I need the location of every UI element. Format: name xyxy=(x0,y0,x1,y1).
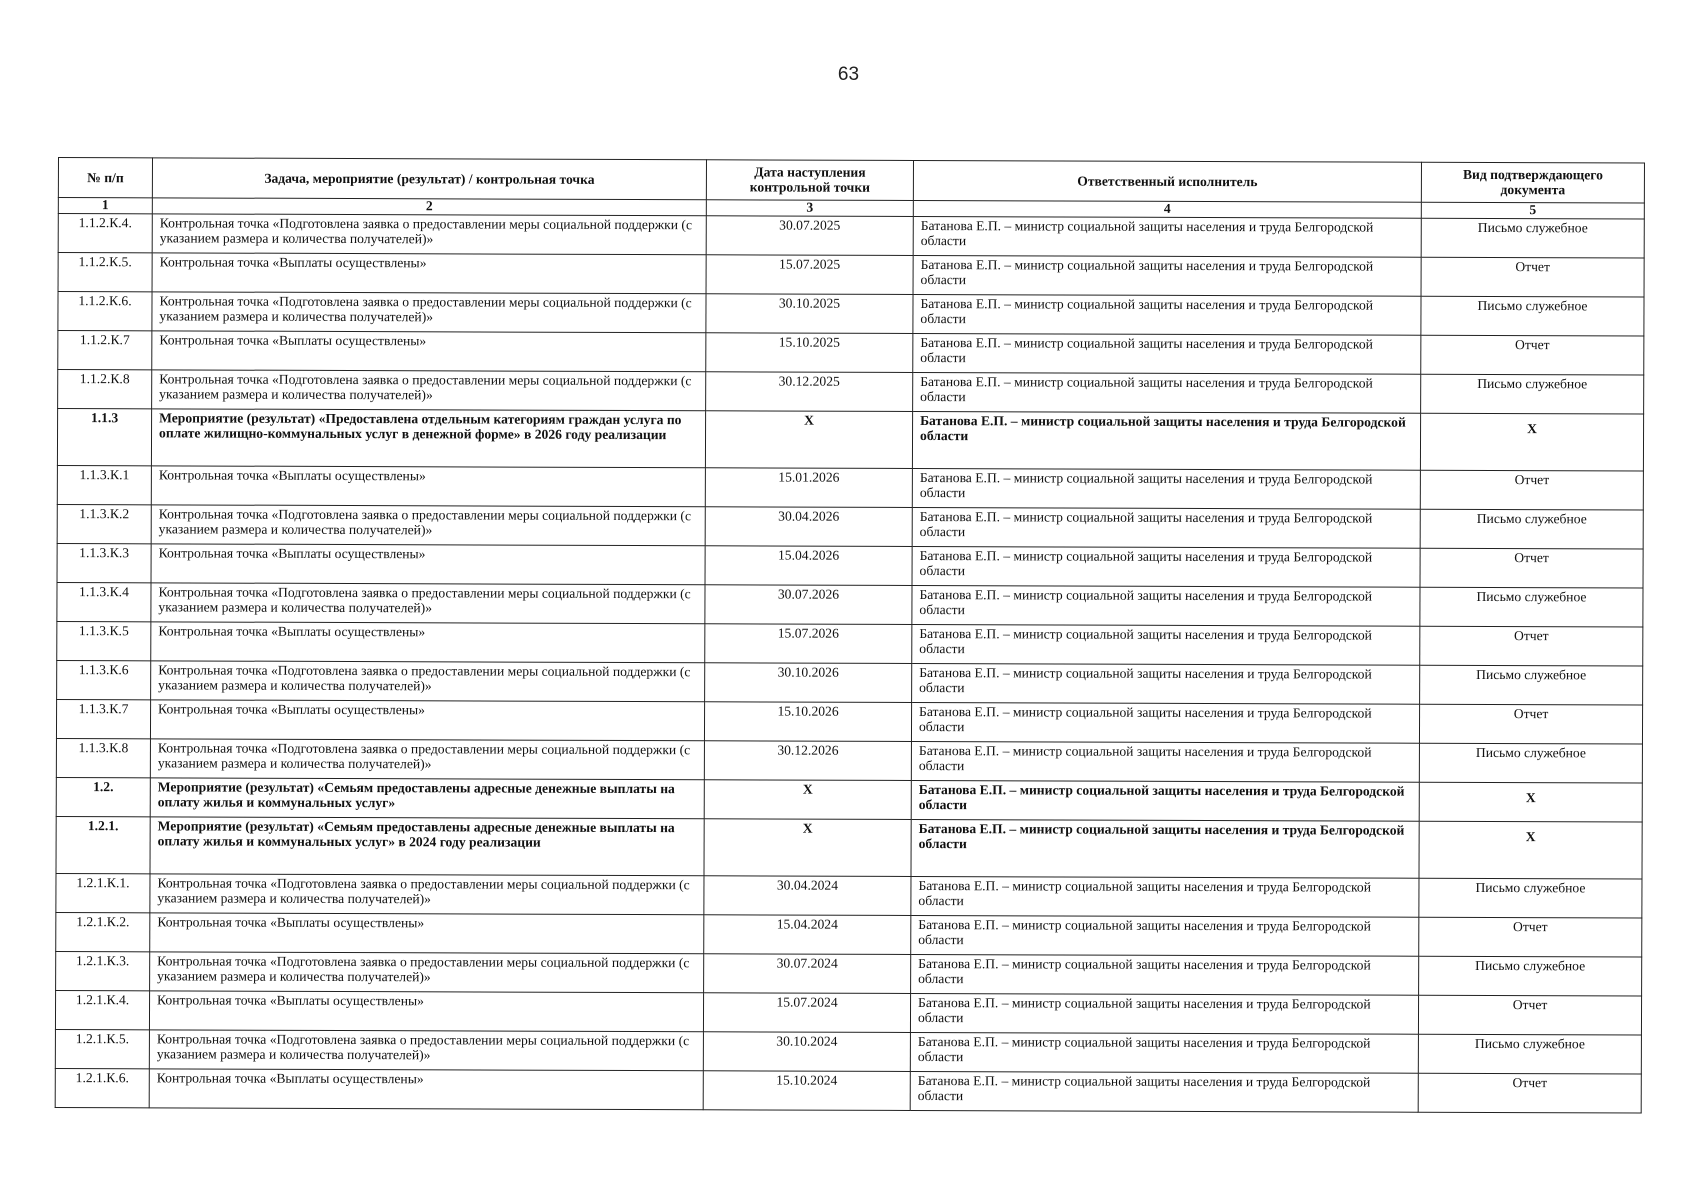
row-date: 30.12.2026 xyxy=(704,741,911,781)
row-document: Письмо служебное xyxy=(1419,878,1642,918)
row-task: Контрольная точка «Выплаты осуществлены» xyxy=(150,913,704,954)
row-responsible: Батанова Е.П. – министр социальной защиты населения и труда Белгородской области xyxy=(913,216,1421,257)
row-number: 1.2.1.К.1. xyxy=(56,874,150,913)
table-row xyxy=(55,991,1641,1035)
row-number: 1.1.2.К.7 xyxy=(58,330,152,369)
row-task: Контрольная точка «Подготовлена заявка о предоставлении меры социальной поддержки (с указанием размера и количества получателей)» xyxy=(150,739,704,780)
row-number: 1.2.1.К.3. xyxy=(56,952,150,991)
row-responsible: Батанова Е.П. – министр социальной защиты населения и труда Белгородской области xyxy=(912,586,1420,627)
row-number: 1.1.3.К.7 xyxy=(56,699,150,738)
row-document: Отчет xyxy=(1420,548,1643,588)
row-number: 1.1.3.К.2 xyxy=(57,505,151,544)
table-row xyxy=(56,738,1642,782)
row-date: 30.07.2024 xyxy=(704,954,911,994)
row-document: Письмо служебное xyxy=(1419,743,1642,783)
row-responsible: Батанова Е.П. – министр социальной защиты населения и труда Белгородской области xyxy=(911,780,1419,821)
table-row xyxy=(57,466,1643,510)
row-responsible: Батанова Е.П. – министр социальной защиты населения и труда Белгородской области xyxy=(910,993,1418,1034)
row-task: Контрольная точка «Подготовлена заявка о предоставлении меры социальной поддержки (с указанием размера и количества получателей)» xyxy=(151,661,705,702)
column-number: 5 xyxy=(1421,202,1644,219)
row-responsible: Батанова Е.П. – министр социальной защиты населения и труда Белгородской области xyxy=(913,255,1421,296)
row-responsible: Батанова Е.П. – министр социальной защиты населения и труда Белгородской области xyxy=(910,1032,1418,1073)
row-number: 1.1.2.К.4. xyxy=(58,214,152,253)
row-responsible: Батанова Е.П. – министр социальной защиты населения и труда Белгородской области xyxy=(911,741,1419,782)
row-responsible: Батанова Е.П. – министр социальной защиты населения и труда Белгородской области xyxy=(911,916,1419,957)
row-date: 30.07.2025 xyxy=(706,216,913,256)
column-number: 3 xyxy=(706,200,913,217)
row-document: Письмо служебное xyxy=(1421,374,1644,414)
row-date: 15.07.2025 xyxy=(706,255,913,295)
row-responsible: Батанова Е.П. – министр социальной защиты населения и труда Белгородской области xyxy=(913,372,1421,413)
page-number: 63 xyxy=(837,64,860,85)
table-row xyxy=(58,369,1644,413)
row-date: 30.04.2024 xyxy=(704,876,911,916)
table-row xyxy=(56,816,1642,879)
header-document: Вид подтверждающего документа xyxy=(1421,162,1644,203)
row-task: Мероприятие (результат) «Семьям предоставлены адресные денежные выплаты на оплату жилья и коммунальных услуг» в 2024 году реализации xyxy=(150,817,704,876)
row-task: Контрольная точка «Выплаты осуществлены» xyxy=(152,331,706,372)
row-task: Контрольная точка «Подготовлена заявка о предоставлении меры социальной поддержки (с указанием размера и количества получателей)» xyxy=(152,214,706,255)
row-document: Отчет xyxy=(1421,335,1644,375)
column-number: 1 xyxy=(58,198,152,214)
row-date: 15.04.2024 xyxy=(704,915,911,955)
row-date: 15.10.2025 xyxy=(706,333,913,373)
row-date: 30.07.2026 xyxy=(705,585,912,625)
row-date: 30.12.2025 xyxy=(706,372,913,412)
row-date: 15.01.2026 xyxy=(705,468,912,508)
row-date: 15.07.2026 xyxy=(705,624,912,664)
row-number: 1.2.1.К.6. xyxy=(55,1068,149,1107)
row-task: Контрольная точка «Выплаты осуществлены» xyxy=(150,700,704,741)
row-date: 30.10.2025 xyxy=(706,294,913,334)
row-task: Контрольная точка «Выплаты осуществлены» xyxy=(152,253,706,294)
row-responsible: Батанова Е.П. – министр социальной защиты населения и труда Белгородской области xyxy=(912,624,1420,665)
row-document: Письмо служебное xyxy=(1420,665,1643,705)
row-task: Контрольная точка «Подготовлена заявка о предоставлении меры социальной поддержки (с указанием размера и количества получателей)» xyxy=(151,583,705,624)
row-responsible: Батанова Е.П. – министр социальной защиты населения и труда Белгородской области xyxy=(911,702,1419,743)
row-number: 1.1.3.К.8 xyxy=(56,738,150,777)
row-number: 1.2.1. xyxy=(56,816,150,874)
row-number: 1.1.3.К.6 xyxy=(57,660,151,699)
row-document: Х xyxy=(1419,821,1642,879)
row-date: 30.10.2024 xyxy=(703,1032,910,1072)
row-number: 1.1.3 xyxy=(57,408,151,466)
row-task: Контрольная точка «Подготовлена заявка о предоставлении меры социальной поддержки (с указанием размера и количества получателей)» xyxy=(150,874,704,915)
table-row xyxy=(56,874,1642,918)
row-document: Отчет xyxy=(1420,626,1643,666)
row-responsible: Батанова Е.П. – министр социальной защиты населения и труда Белгородской области xyxy=(911,955,1419,996)
row-responsible: Батанова Е.П. – министр социальной защиты населения и труда Белгородской области xyxy=(912,663,1420,704)
row-responsible: Батанова Е.П. – министр социальной защиты населения и труда Белгородской области xyxy=(912,411,1420,470)
row-responsible: Батанова Е.П. – министр социальной защиты населения и труда Белгородской области xyxy=(912,508,1420,549)
row-date: Х xyxy=(705,411,912,469)
header-responsible: Ответственный исполнитель xyxy=(913,160,1421,202)
row-date: 30.04.2026 xyxy=(705,507,912,547)
row-task: Контрольная точка «Подготовлена заявка о предоставлении меры социальной поддержки (с указанием размера и количества получателей)» xyxy=(149,1030,703,1071)
row-task: Контрольная точка «Выплаты осуществлены» xyxy=(149,1069,703,1110)
table-row xyxy=(58,330,1644,374)
column-number: 4 xyxy=(913,200,1421,218)
row-document: Письмо служебное xyxy=(1420,587,1643,627)
row-document: Письмо служебное xyxy=(1418,1034,1641,1074)
row-date: Х xyxy=(704,780,911,820)
header-task: Задача, мероприятие (результат) / контрольная точка xyxy=(152,158,706,200)
table-row xyxy=(56,777,1642,821)
table-row xyxy=(57,660,1643,704)
row-responsible: Батанова Е.П. – министр социальной защиты населения и труда Белгородской области xyxy=(913,333,1421,374)
row-document: Отчет xyxy=(1420,470,1643,510)
column-number: 2 xyxy=(152,198,706,216)
row-document: Письмо служебное xyxy=(1419,956,1642,996)
row-document: Отчет xyxy=(1421,257,1644,297)
table-row xyxy=(57,621,1643,665)
row-number: 1.1.2.К.8 xyxy=(58,369,152,408)
row-document: Отчет xyxy=(1418,1073,1641,1113)
row-number: 1.1.2.К.6. xyxy=(58,291,152,330)
row-number: 1.2.1.К.4. xyxy=(55,991,149,1030)
row-task: Контрольная точка «Подготовлена заявка о предоставлении меры социальной поддержки (с указанием размера и количества получателей)» xyxy=(152,292,706,333)
table-row xyxy=(57,505,1643,549)
row-number: 1.1.2.К.5. xyxy=(58,252,152,291)
row-task: Контрольная точка «Подготовлена заявка о предоставлении меры социальной поддержки (с указанием размера и количества получателей)» xyxy=(151,505,705,546)
table-header-row xyxy=(58,158,1644,204)
row-document: Х xyxy=(1420,413,1643,471)
header-date: Дата наступления контрольной точки xyxy=(706,160,913,201)
table-row xyxy=(55,1029,1641,1073)
row-document: Отчет xyxy=(1418,995,1641,1035)
row-number: 1.2.1.К.5. xyxy=(55,1029,149,1068)
row-date: 15.04.2026 xyxy=(705,546,912,586)
row-task: Контрольная точка «Выплаты осуществлены» xyxy=(149,991,703,1032)
row-document: Письмо служебное xyxy=(1420,509,1643,549)
row-task: Контрольная точка «Подготовлена заявка о предоставлении меры социальной поддержки (с указанием размера и количества получателей)» xyxy=(152,370,706,411)
row-responsible: Батанова Е.П. – министр социальной защиты населения и труда Белгородской области xyxy=(911,819,1419,878)
row-task: Мероприятие (результат) «Семьям предоставлены адресные денежные выплаты на оплату жилья и коммунальных услуг» xyxy=(150,778,704,819)
row-task: Контрольная точка «Выплаты осуществлены» xyxy=(151,544,705,585)
row-document: Отчет xyxy=(1419,917,1642,957)
row-number: 1.2.1.К.2. xyxy=(56,913,150,952)
row-number: 1.1.3.К.4 xyxy=(57,583,151,622)
row-task: Контрольная точка «Подготовлена заявка о предоставлении меры социальной поддержки (с указанием размера и количества получателей)» xyxy=(150,952,704,993)
table-row xyxy=(58,214,1644,258)
control-points-table xyxy=(55,157,1645,1114)
row-date: 30.10.2026 xyxy=(705,663,912,703)
row-number: 1.1.3.К.3 xyxy=(57,544,151,583)
row-responsible: Батанова Е.П. – министр социальной защиты населения и труда Белгородской области xyxy=(912,469,1420,510)
row-task: Мероприятие (результат) «Предоставлена отдельным категориям граждан услуга по оплате жилищно-коммунальных услуг в денежной форме» в 2026 году реализации xyxy=(151,409,705,468)
table-row xyxy=(55,1068,1641,1113)
table-row xyxy=(56,913,1642,957)
row-number: 1.1.3.К.1 xyxy=(57,466,151,505)
row-document: Письмо служебное xyxy=(1421,218,1644,258)
row-number: 1.1.3.К.5 xyxy=(57,621,151,660)
row-date: Х xyxy=(704,819,911,877)
row-responsible: Батанова Е.П. – министр социальной защиты населения и труда Белгородской области xyxy=(911,877,1419,918)
row-responsible: Батанова Е.П. – министр социальной защиты населения и труда Белгородской области xyxy=(913,294,1421,335)
table-row xyxy=(57,583,1643,627)
table-row xyxy=(56,699,1642,743)
table-row xyxy=(56,952,1642,996)
header-num: № п/п xyxy=(58,158,152,198)
row-date: 15.07.2024 xyxy=(703,993,910,1033)
row-number: 1.2. xyxy=(56,777,150,816)
row-responsible: Батанова Е.П. – министр социальной защиты населения и труда Белгородской области xyxy=(910,1071,1418,1112)
table-row xyxy=(58,252,1644,296)
row-document: Письмо служебное xyxy=(1421,296,1644,336)
table-row xyxy=(57,408,1643,471)
table-row xyxy=(58,291,1644,335)
row-document: Х xyxy=(1419,782,1642,822)
row-responsible: Батанова Е.П. – министр социальной защиты населения и труда Белгородской области xyxy=(912,547,1420,588)
table-row xyxy=(57,544,1643,588)
row-task: Контрольная точка «Выплаты осуществлены» xyxy=(151,466,705,507)
row-task: Контрольная точка «Выплаты осуществлены» xyxy=(151,622,705,663)
row-date: 15.10.2026 xyxy=(704,702,911,742)
row-document: Отчет xyxy=(1419,704,1642,744)
row-date: 15.10.2024 xyxy=(703,1071,910,1111)
